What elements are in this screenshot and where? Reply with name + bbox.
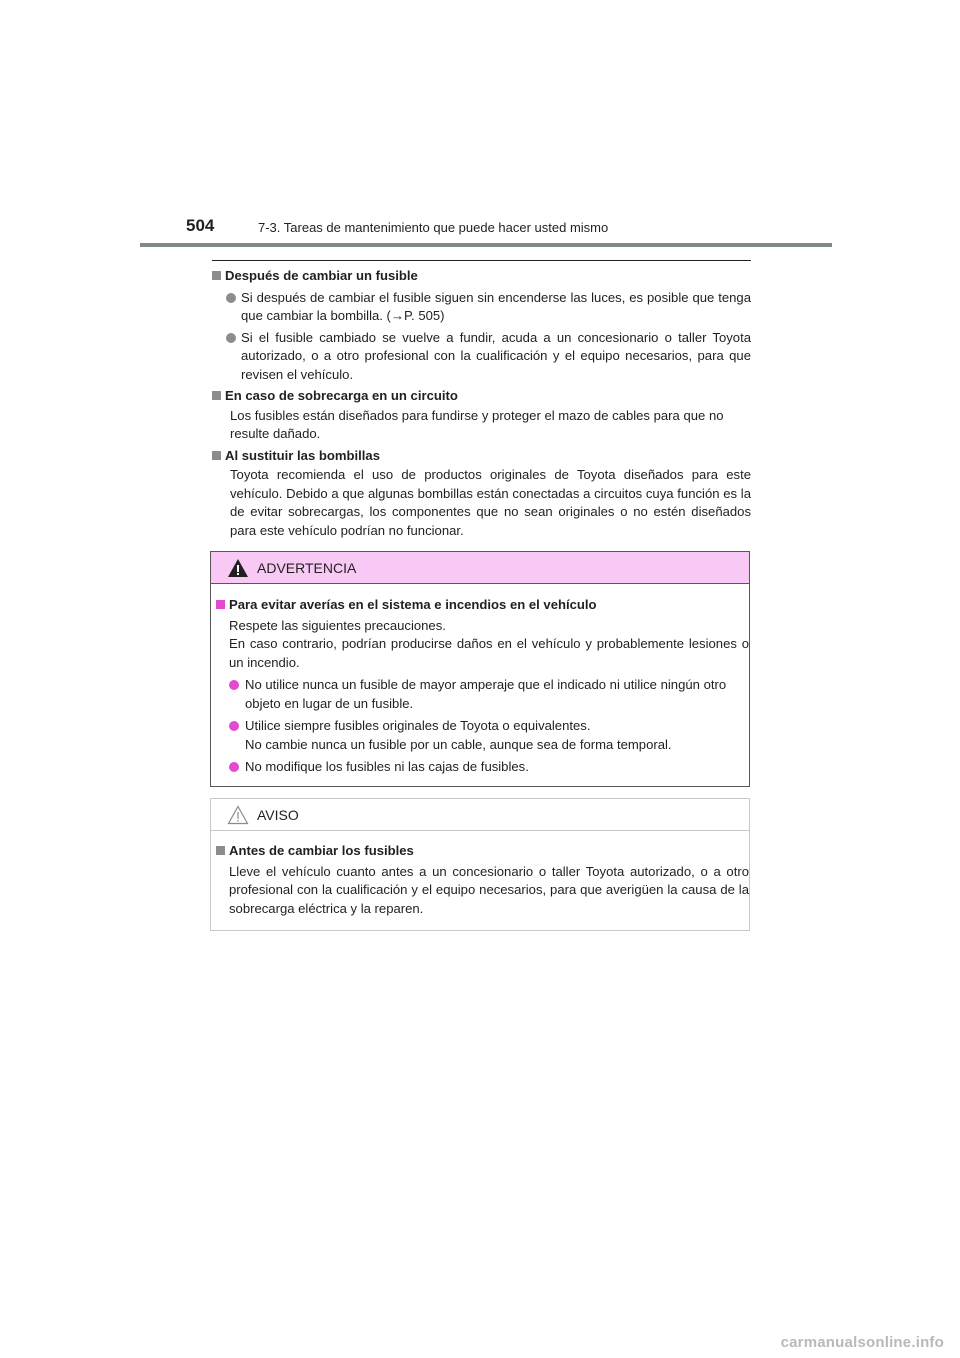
round-bullet-icon xyxy=(229,721,239,731)
warning-body xyxy=(213,596,749,777)
notice-header xyxy=(211,799,749,831)
list-item-text: No utilice nunca un fusible de mayor amperaje que el indicado ni utilice ningún otro objeto en lugar de un fusible. xyxy=(245,677,727,711)
list-item-text: No cambie nunca un fusible por un cable, aunque sea de forma temporal. xyxy=(245,736,672,752)
topic-heading xyxy=(212,447,751,466)
square-bullet-icon xyxy=(212,451,221,460)
topic-heading-text: Después de cambiar un fusible xyxy=(225,268,418,283)
warning-intro-line: Respete las siguientes precauciones. xyxy=(229,617,446,633)
topic-heading xyxy=(212,387,751,406)
notice-body xyxy=(213,842,749,918)
round-bullet-icon xyxy=(226,293,236,303)
list-item xyxy=(212,329,751,385)
warning-intro-line: En caso contrario, podrían producirse daños en el vehículo y probablemente lesiones o un incendio. xyxy=(229,636,749,670)
list-item xyxy=(213,717,749,754)
content-rule xyxy=(212,260,751,261)
list-item-text: No modifique los fusibles ni las cajas de fusibles. xyxy=(245,759,529,774)
warning-intro xyxy=(213,617,749,673)
paragraph: Toyota recomienda el uso de productos originales de Toyota diseñados para este vehículo. Debido a que algunas bombillas están conectadas a circuitos cuya función es la de evitar sobrecargas, los componentes que no sean originales o no estén diseñados para este vehículo podrían no funcionar. xyxy=(230,467,751,538)
warning-header xyxy=(211,552,749,584)
notice-paragraph: Lleve el vehículo cuanto antes a un concesionario o taller Toyota autorizado, o a otro profesional con la cualificación y el equipo necesarios, para que averigüen la causa de la sobrecarga eléctrica y la reparen. xyxy=(229,863,749,916)
warning-triangle-icon xyxy=(227,558,249,578)
topic-heading xyxy=(212,267,751,286)
list-item xyxy=(213,676,749,713)
header-rule xyxy=(140,243,832,247)
caution-triangle-outline-icon xyxy=(227,805,249,825)
list-item xyxy=(213,758,749,777)
square-bullet-icon xyxy=(216,846,225,855)
round-bullet-icon xyxy=(229,762,239,772)
notice-box xyxy=(210,798,750,931)
list-item-text: Utilice siempre fusibles originales de Toyota o equivalentes. xyxy=(245,718,591,733)
list-item-text: Si después de cambiar el fusible siguen sin encenderse las luces, es posible que tenga que cambiar la bombilla. (→P. 505) xyxy=(241,289,751,323)
round-bullet-icon xyxy=(229,680,239,690)
warning-heading xyxy=(213,596,749,615)
warning-heading-text: Para evitar averías en el sistema e incendios en el vehículo xyxy=(229,597,597,612)
section-title: 7-3. Tareas de mantenimiento que puede hacer usted mismo xyxy=(258,220,609,235)
warning-box xyxy=(210,551,750,787)
topic-heading-text: Al sustituir las bombillas xyxy=(225,447,380,463)
notice-title: AVISO xyxy=(257,807,299,823)
paragraph: Los fusibles están diseñados para fundirse y proteger el mazo de cables para que no resulte dañado. xyxy=(230,407,724,441)
footer-watermark: carmanualsonline.info xyxy=(780,1334,944,1351)
page-number: 504 xyxy=(186,216,215,235)
square-bullet-icon xyxy=(216,600,225,609)
list-item-text: Si el fusible cambiado se vuelve a fundir, acuda a un concesionario o taller Toyota autorizado, o a otro profesional con la cualificación y el equipo necesarios, para que revisen el vehículo. xyxy=(241,329,751,382)
square-bullet-icon xyxy=(212,391,221,400)
square-bullet-icon xyxy=(212,271,221,280)
main-text xyxy=(212,267,751,540)
warning-title: ADVERTENCIA xyxy=(257,560,357,576)
round-bullet-icon xyxy=(226,333,236,343)
notice-heading-text: Antes de cambiar los fusibles xyxy=(229,843,414,858)
notice-heading xyxy=(213,842,749,861)
list-item xyxy=(212,289,751,326)
topic-heading-text: En caso de sobrecarga en un circuito xyxy=(225,388,458,403)
